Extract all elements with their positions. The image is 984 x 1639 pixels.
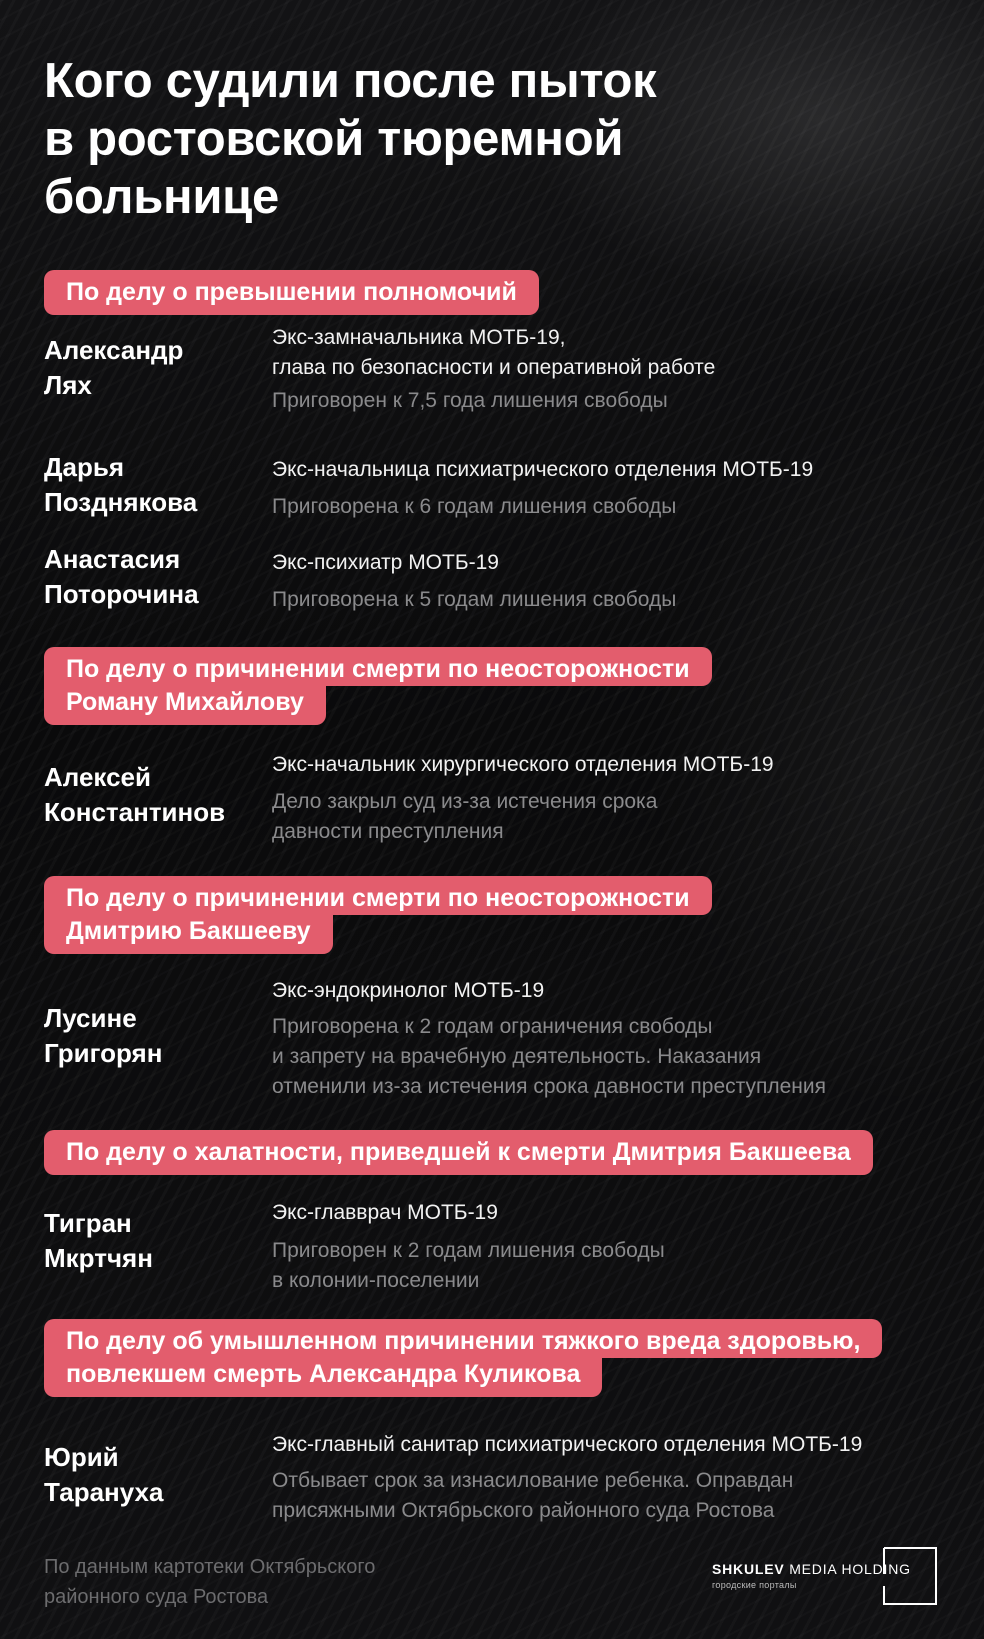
person-name: Дарья Позднякова — [44, 452, 198, 517]
person-verdict: Приговорена к 2 годам ограничения свободы и запрету на врачебную деятельность. Наказания отменили из-за истечения срока давности преступления — [272, 1015, 826, 1098]
person-name: Лусине Григорян — [44, 1003, 163, 1068]
case-tag-text: По делу о превышении полномочий — [66, 278, 517, 306]
case-tag-text: Роману Михайлову — [44, 686, 326, 725]
person-name: Анастасия Поторочина — [44, 544, 199, 609]
case-tag-grievous-harm — [44, 1319, 984, 1397]
case-tag-text: повлекшем смерть Александра Куликова — [44, 1358, 602, 1397]
person-role: Экс-начальник хирургического отделения МОТБ-19 — [272, 753, 774, 776]
person-verdict: Дело закрыл суд из-за истечения срока давности преступления — [272, 790, 658, 843]
shkulev-logo — [712, 1546, 942, 1606]
page-title: Кого судили после пыток в ростовской тюремной больнице — [44, 54, 657, 224]
person-verdict: Приговорен к 7,5 года лишения свободы — [272, 389, 668, 412]
logo-subtitle: городские порталы — [712, 1580, 797, 1590]
person-verdict: Приговорена к 6 годам лишения свободы — [272, 495, 677, 518]
case-tag-negligence — [44, 1130, 873, 1175]
person-role: Экс-главврач МОТБ-19 — [272, 1201, 498, 1224]
person-role: Экс-главный санитар психиатрического отделения МОТБ-19 — [272, 1433, 863, 1456]
person-verdict: Приговорена к 5 годам лишения свободы — [272, 588, 677, 611]
person-role: Экс-психиатр МОТБ-19 — [272, 551, 499, 574]
case-tag-abuse-of-power — [44, 270, 539, 315]
logo-suffix: MEDIA HOLDING — [784, 1561, 911, 1577]
case-tag-text: По делу о причинении смерти по неосторожности — [44, 876, 712, 915]
case-tag-text: По делу о причинении смерти по неосторожности — [44, 647, 712, 686]
person-name: Юрий Тарануха — [44, 1442, 164, 1507]
person-verdict: Отбывает срок за изнасилование ребенка. Оправдан присяжными Октябрьского районного суда Ростова — [272, 1469, 794, 1522]
case-tag-text: Дмитрию Бакшееву — [44, 915, 333, 954]
case-tag-text: По делу об умышленном причинении тяжкого вреда здоровью, — [44, 1319, 882, 1358]
person-name: Тигран Мкртчян — [44, 1208, 153, 1273]
case-tag-text: По делу о халатности, приведшей к смерти Дмитрия Бакшеева — [66, 1138, 851, 1166]
person-name: Алексей Константинов — [44, 762, 226, 827]
logo-brand: SHKULEV — [712, 1561, 785, 1577]
source-note: По данным картотеки Октябрьского районного суда Ростова — [44, 1556, 376, 1608]
person-role: Экс-эндокринолог МОТБ-19 — [272, 979, 545, 1002]
case-tag-death-mikhaylov — [44, 647, 984, 725]
case-tag-death-baksheev — [44, 876, 984, 954]
person-role: Экс-начальница психиатрического отделения МОТБ-19 — [272, 458, 814, 481]
person-verdict: Приговорен к 2 годам лишения свободы в колонии-поселении — [272, 1239, 665, 1292]
logo-frame-icon — [882, 1546, 938, 1606]
person-name: Александр Лях — [44, 335, 184, 400]
person-role: Экс-замначальника МОТБ-19, глава по безопасности и оперативной работе — [272, 326, 716, 379]
